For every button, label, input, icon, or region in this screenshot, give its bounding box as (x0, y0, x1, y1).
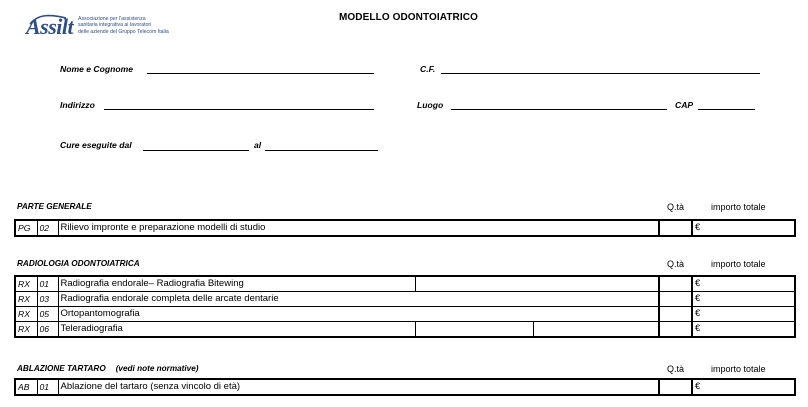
table-ablazione (14, 378, 796, 396)
cure-from-label: Cure eseguite dal (60, 140, 132, 150)
quantity-cell[interactable] (659, 379, 692, 395)
place-label: Luogo (417, 100, 444, 110)
name-field[interactable] (147, 73, 374, 74)
table-row (15, 220, 795, 236)
row-code: RX (15, 276, 37, 292)
table-row (15, 276, 795, 292)
row-description: Ortopantomografia (58, 307, 659, 322)
cf-label: C.F. (420, 64, 436, 74)
section-title-radiologia: RADIOLOGIA ODONTOIATRICA (17, 259, 140, 268)
row-code: RX (15, 292, 37, 307)
row-code: RX (15, 322, 37, 338)
cure-to-field[interactable] (265, 150, 378, 151)
qty-column-header: Q.tà (667, 364, 685, 374)
quantity-cell[interactable] (659, 276, 692, 292)
row-description: Ablazione del tartaro (senza vincolo di età) (58, 379, 659, 395)
row-number: 06 (37, 322, 58, 338)
table-parte-generale (14, 219, 796, 237)
table-row (15, 379, 795, 395)
section-title-ablazione (17, 364, 199, 373)
amount-column-header: importo totale (711, 259, 766, 269)
name-label: Nome e Cognome (60, 64, 134, 74)
section-title-parte-generale: PARTE GENERALE (17, 202, 92, 211)
place-field[interactable] (451, 109, 667, 110)
row-description: Teleradiografia (58, 322, 415, 338)
row-number: 01 (37, 379, 58, 395)
table-row (15, 322, 795, 338)
amount-cell[interactable]: € (692, 307, 795, 322)
logo-tagline-line: Associazione per l'assistenza (78, 16, 146, 22)
assilt-logo (26, 12, 176, 42)
cure-to-label: al (254, 140, 262, 150)
amount-cell[interactable]: € (692, 292, 795, 307)
section-title-text: ABLAZIONE TARTARO (17, 364, 106, 373)
row-code: PG (15, 220, 37, 236)
amount-column-header: importo totale (711, 364, 766, 374)
quantity-cell[interactable] (659, 220, 692, 236)
amount-cell[interactable]: € (692, 220, 795, 236)
table-row (15, 292, 795, 307)
quantity-cell[interactable] (659, 307, 692, 322)
table-radiologia (14, 275, 796, 338)
address-label: Indirizzo (60, 100, 95, 110)
logo-tagline-line: delle aziende del Gruppo Telecom Italia (78, 28, 169, 35)
detail-cell[interactable] (415, 322, 533, 338)
logo-tagline-line: sanitaria integrativa ai lavoratori (78, 22, 152, 29)
row-description: Rilievo impronte e preparazione modelli di studio (58, 220, 659, 236)
quantity-cell[interactable] (659, 322, 692, 338)
row-description: Radiografia endorale completa delle arcate dentarie (58, 292, 659, 307)
row-number: 02 (37, 220, 58, 236)
row-code: RX (15, 307, 37, 322)
cap-label: CAP (675, 100, 694, 110)
cf-field[interactable] (441, 73, 760, 74)
row-description: Radiografia endorale– Radiografia Bitewing (58, 276, 415, 292)
section-note: (vedi note normative) (115, 364, 199, 373)
document-title: MODELLO ODONTOIATRICO (339, 12, 478, 23)
detail-cell[interactable] (415, 276, 659, 292)
address-field[interactable] (104, 109, 374, 110)
logo-tagline (78, 16, 188, 35)
logo-wordmark: Assilt (26, 14, 74, 39)
table-row (15, 307, 795, 322)
qty-column-header: Q.tà (667, 202, 685, 212)
row-code: AB (15, 379, 37, 395)
row-number: 05 (37, 307, 58, 322)
detail-cell[interactable] (533, 322, 659, 338)
amount-cell[interactable]: € (692, 276, 795, 292)
qty-column-header: Q.tà (667, 259, 685, 269)
cure-from-field[interactable] (143, 150, 249, 151)
amount-cell[interactable]: € (692, 379, 795, 395)
cap-field[interactable] (698, 109, 755, 110)
quantity-cell[interactable] (659, 292, 692, 307)
row-number: 01 (37, 276, 58, 292)
amount-column-header: importo totale (711, 202, 766, 212)
amount-cell[interactable]: € (692, 322, 795, 338)
row-number: 03 (37, 292, 58, 307)
